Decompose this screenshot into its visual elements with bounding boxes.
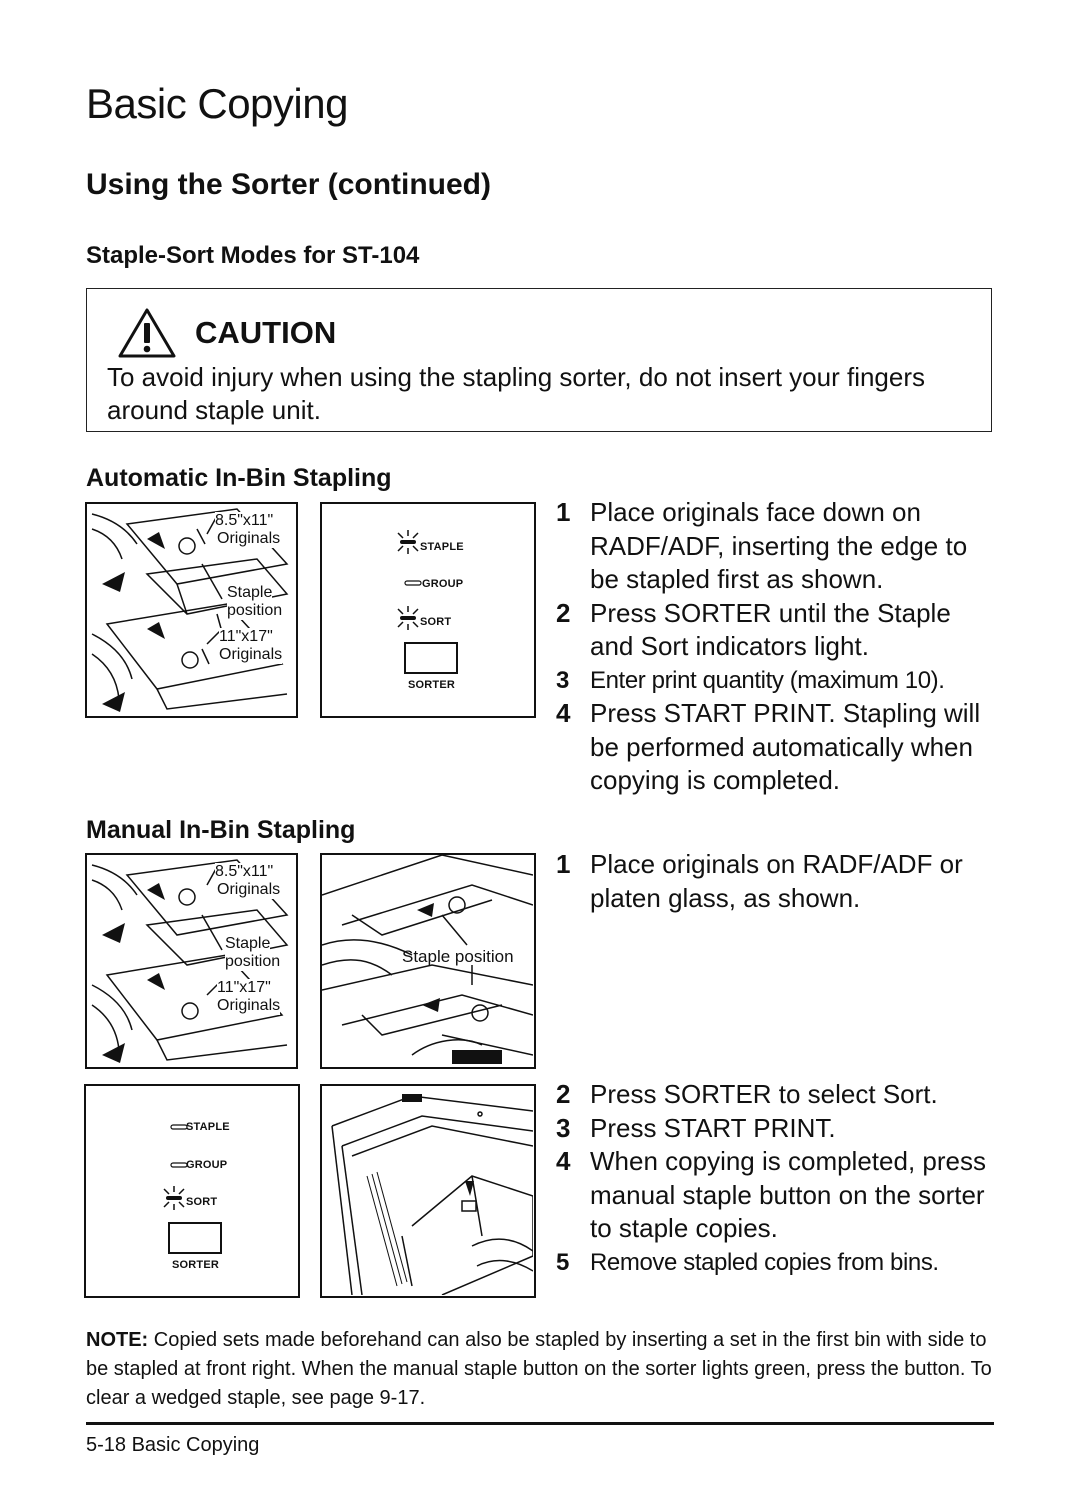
sorter-illustration bbox=[322, 1086, 533, 1295]
sorter-control-panel-figure bbox=[84, 1084, 300, 1298]
step-item bbox=[556, 697, 996, 798]
platen-glass-figure bbox=[320, 853, 536, 1069]
manual-steps-list-a bbox=[556, 848, 996, 915]
step-number: 1 bbox=[556, 849, 571, 879]
step-number: 4 bbox=[556, 1146, 571, 1176]
automatic-steps-list bbox=[556, 496, 996, 798]
step-text: Press SORTER until the Staple and Sort indicators light. bbox=[590, 597, 951, 661]
position-label: position bbox=[227, 602, 283, 619]
section-heading: Using the Sorter (continued) bbox=[86, 168, 491, 201]
originals-label: Originals bbox=[219, 646, 283, 663]
originals-size-label: 11"x17" bbox=[219, 628, 273, 645]
manual-steps-list-b bbox=[556, 1078, 996, 1279]
step-number: 5 bbox=[556, 1248, 569, 1276]
caution-box bbox=[86, 288, 992, 432]
step-number: 3 bbox=[556, 666, 569, 694]
step-item bbox=[556, 496, 996, 597]
originals-size-label: 11"x17" bbox=[217, 979, 271, 996]
subsection-heading: Staple-Sort Modes for ST-104 bbox=[86, 242, 420, 269]
sort-indicator-label: SORT bbox=[186, 1196, 218, 1208]
staple-position-label: Staple position bbox=[402, 947, 514, 966]
page-footer: 5-18 Basic Copying bbox=[86, 1434, 260, 1456]
sorter-button-label: SORTER bbox=[172, 1259, 220, 1271]
warning-triangle-icon bbox=[117, 307, 177, 359]
group-indicator-label: GROUP bbox=[422, 578, 464, 590]
step-item bbox=[556, 1078, 996, 1112]
step-number: 2 bbox=[556, 597, 571, 628]
manual-stapling-heading: Manual In-Bin Stapling bbox=[86, 816, 356, 844]
step-item bbox=[556, 1246, 996, 1280]
lit-indicator-icon bbox=[160, 1186, 188, 1210]
step-item bbox=[556, 597, 996, 664]
originals-label: Originals bbox=[217, 997, 281, 1014]
step-text: Press START PRINT. bbox=[590, 1112, 836, 1143]
sorter-button-label: SORTER bbox=[408, 679, 456, 691]
step-item bbox=[556, 664, 996, 698]
position-label: position bbox=[225, 953, 281, 970]
lit-indicator-icon bbox=[394, 606, 422, 630]
step-text: Press SORTER to select Sort. bbox=[590, 1079, 938, 1109]
note-paragraph bbox=[86, 1326, 994, 1413]
step-item bbox=[556, 848, 996, 915]
step-number: 4 bbox=[556, 698, 571, 728]
step-text: Place originals on RADF/ADF or platen glass, as shown. bbox=[590, 849, 963, 913]
staple-indicator-label: STAPLE bbox=[186, 1121, 230, 1133]
staple-label: Staple bbox=[227, 584, 273, 601]
lit-indicator-icon bbox=[394, 530, 422, 554]
sorter-button bbox=[168, 1222, 222, 1254]
step-item bbox=[556, 1145, 996, 1246]
note-label: NOTE: bbox=[86, 1329, 149, 1351]
step-item bbox=[556, 1112, 996, 1146]
step-number: 3 bbox=[556, 1112, 571, 1143]
automatic-stapling-heading: Automatic In-Bin Stapling bbox=[86, 464, 392, 492]
caution-title: CAUTION bbox=[195, 315, 337, 350]
originals-loading-figure bbox=[85, 853, 298, 1069]
originals-size-label: 8.5"x11" bbox=[215, 863, 274, 880]
caution-text: To avoid injury when using the stapling sorter, do not insert your fingers around staple unit. bbox=[107, 362, 926, 425]
step-number: 2 bbox=[556, 1079, 571, 1109]
originals-label: Originals bbox=[217, 530, 281, 547]
sort-indicator-label: SORT bbox=[420, 616, 452, 628]
originals-label: Originals bbox=[217, 881, 281, 898]
note-text: Copied sets made beforehand can also be stapled by inserting a set in the first bin with side to be stapled at front right. When the manual staple button on the sorter lights green, press the button. To clear a wedged staple, see page 9-17. bbox=[86, 1329, 992, 1409]
sorter-control-panel-figure bbox=[320, 502, 536, 718]
indicator-led-icon bbox=[404, 580, 422, 586]
staple-label: Staple bbox=[225, 935, 271, 952]
originals-size-label: 8.5"x11" bbox=[215, 512, 274, 529]
group-indicator-label: GROUP bbox=[186, 1159, 228, 1171]
step-text: Enter print quantity (maximum 10). bbox=[590, 666, 945, 694]
staple-indicator-label: STAPLE bbox=[420, 541, 464, 553]
step-text: When copying is completed, press manual staple button on the sorter to staple copies. bbox=[590, 1146, 986, 1243]
originals-loading-figure bbox=[85, 502, 298, 718]
step-text: Remove stapled copies from bins. bbox=[590, 1248, 939, 1276]
step-text: Press START PRINT. Stapling will be performed automatically when copying is completed. bbox=[590, 698, 981, 795]
sorter-button bbox=[404, 642, 458, 674]
page-title: Basic Copying bbox=[86, 80, 348, 127]
sorter-staple-button-figure bbox=[320, 1084, 536, 1298]
step-text: Place originals face down on RADF/ADF, inserting the edge to be stapled first as shown. bbox=[590, 497, 968, 594]
footer-divider bbox=[86, 1422, 994, 1425]
step-number: 1 bbox=[556, 497, 571, 527]
